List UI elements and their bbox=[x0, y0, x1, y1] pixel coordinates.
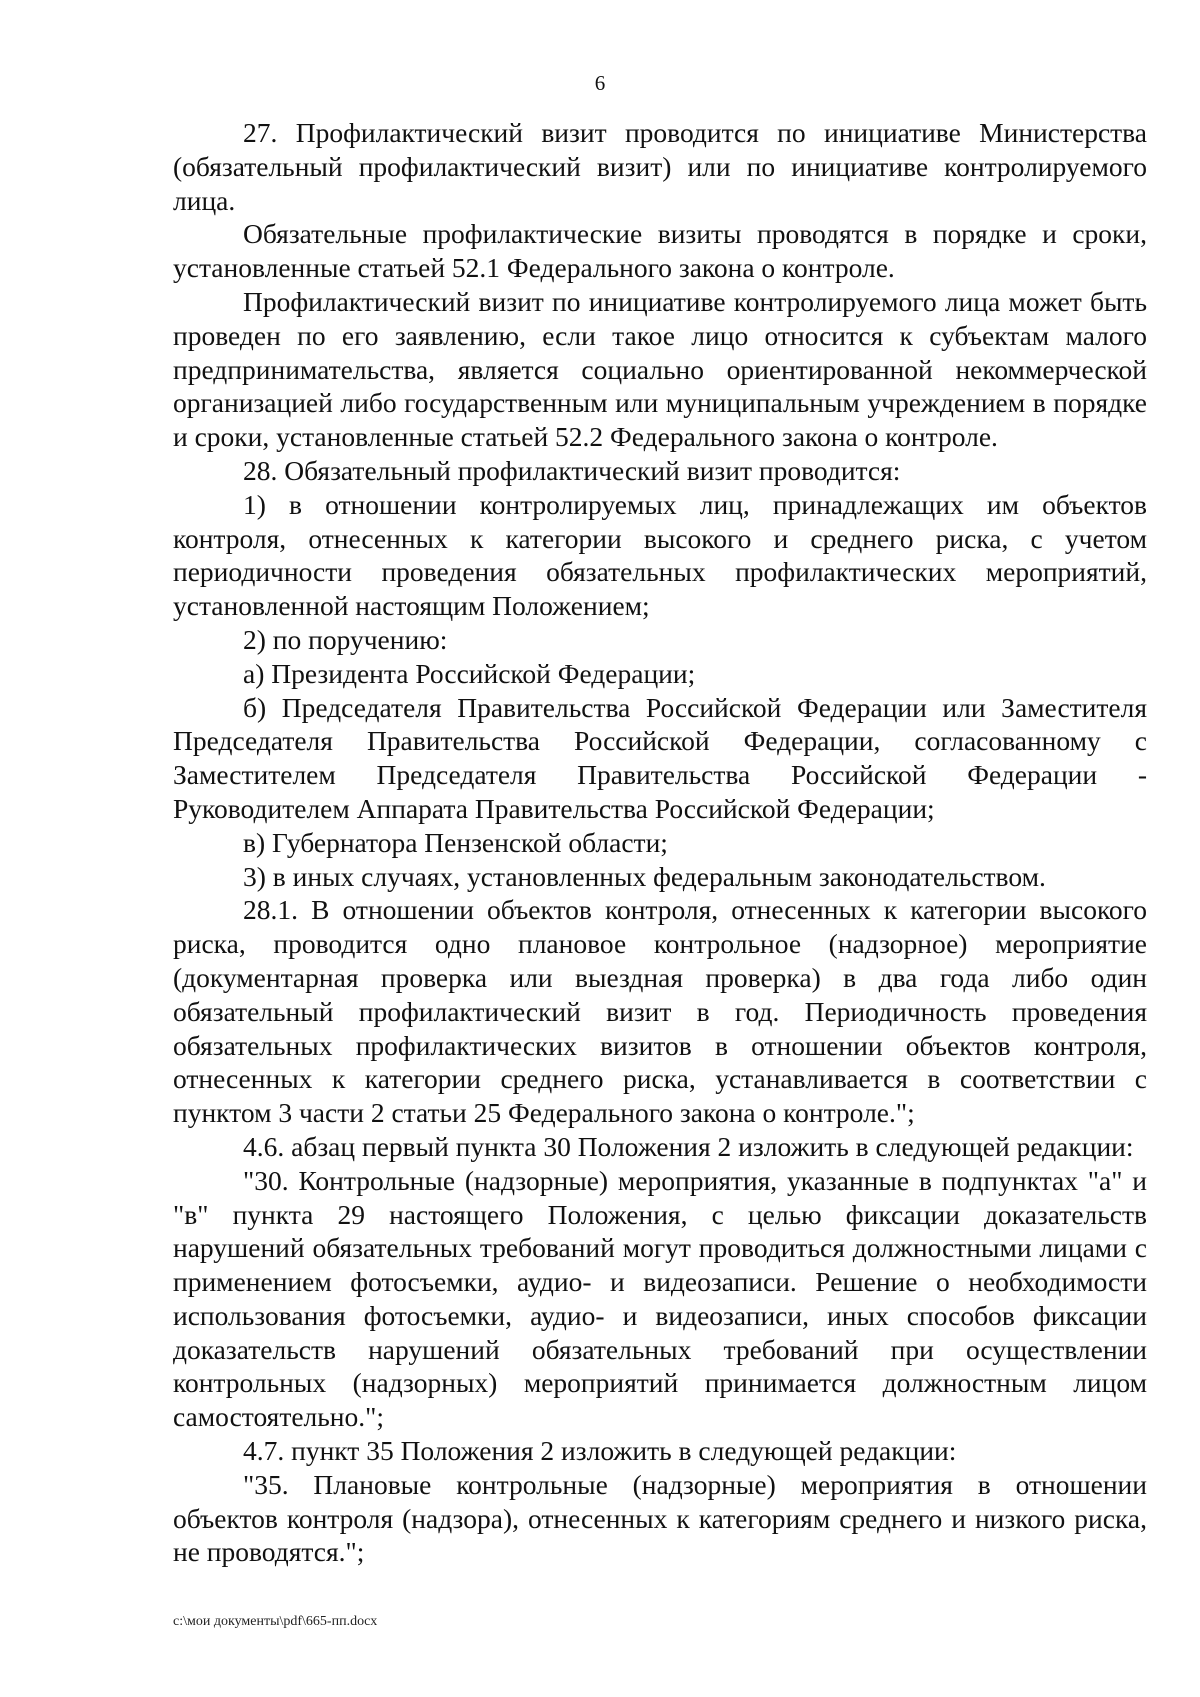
paragraph-28: 28. Обязательный профилактический визит проводится: bbox=[243, 454, 901, 486]
paragraph-30: "30. Контрольные (надзорные) мероприятия, указанные в подпунктах "а" и "в" пункта 29 настоящего Положения, с целью фиксации доказательств нарушений обязательных требований могут проводиться должностными лицами с применением фотосъемки, аудио- и видеозаписи. Решение о необходимости использования фотосъемки, аудио- и видеозаписи, иных способов фиксации доказательств нарушений обязательных требований при осуществлении контрольных (надзорных) мероприятий принимается должностным лицом самостоятельно."; bbox=[173, 1164, 1147, 1433]
paragraph-mandatory-visits: Обязательные профилактические визиты проводятся в порядке и сроки, установленные статьей 52.1 Федерального закона о контроле. bbox=[173, 218, 1147, 284]
paragraph-27: 27. Профилактический визит проводится по инициативе Министерства (обязательный профилактический визит) или по инициативе контролируемого лица. bbox=[173, 117, 1147, 216]
paragraph-28-item-1: 1) в отношении контролируемых лиц, принадлежащих им объектов контроля, отнесенных к категории высокого и среднего риска, с учетом периодичности проведения обязательных профилактических мероприятий, установленной настоящим Положением; bbox=[173, 488, 1147, 622]
paragraph-35: "35. Плановые контрольные (надзорные) мероприятия в отношении объектов контроля (надзора), отнесенных к категориям среднего и низкого риска, не проводятся."; bbox=[173, 1468, 1147, 1568]
page-number: 6 bbox=[594, 71, 606, 95]
paragraph-28-item-2b: б) Председателя Правительства Российской Федерации или Заместителя Председателя Правительства Российской Федерации, согласованному с Заместителем Председателя Правительства Российской Федерации - Руководителем Аппарата Правительства Российской Федерации; bbox=[173, 691, 1147, 824]
paragraph-28-item-3: 3) в иных случаях, установленных федеральным законодательством. bbox=[243, 860, 1046, 892]
paragraph-28-item-2: 2) по поручению: bbox=[243, 623, 448, 655]
paragraph-4-7: 4.7. пункт 35 Положения 2 изложить в следующей редакции: bbox=[243, 1435, 957, 1467]
paragraph-28-item-2v: в) Губернатора Пензенской области; bbox=[243, 826, 668, 858]
paragraph-28-1: 28.1. В отношении объектов контроля, отнесенных к категории высокого риска, проводится одно плановое контрольное (надзорное) мероприятие (документарная проверка или выездная проверка) в два года либо один обязательный профилактический визит в год. Периодичность проведения обязательных профилактических визитов в отношении объектов контроля, отнесенных к категории среднего риска, устанавливается в соответствии с пунктом 3 части 2 статьи 25 Федерального закона о контроле."; bbox=[173, 894, 1147, 1129]
paragraph-28-item-2a: а) Президента Российской Федерации; bbox=[243, 657, 696, 689]
footer-file-path: c:\мои документы\pdf\665-пп.docx bbox=[173, 1614, 378, 1629]
document-body bbox=[173, 116, 1147, 1569]
paragraph-initiative-visit: Профилактический визит по инициативе контролируемого лица может быть проведен по его заявлению, если такое лицо относится к субъектам малого предпринимательства, является социально ориентированной некоммерческой организацией либо государственным или муниципальным учреждением в порядке и сроки, установленные статьей 52.2 Федерального закона о контроле. bbox=[173, 285, 1147, 453]
paragraph-4-6: 4.6. абзац первый пункта 30 Положения 2 изложить в следующей редакции: bbox=[243, 1130, 1134, 1162]
